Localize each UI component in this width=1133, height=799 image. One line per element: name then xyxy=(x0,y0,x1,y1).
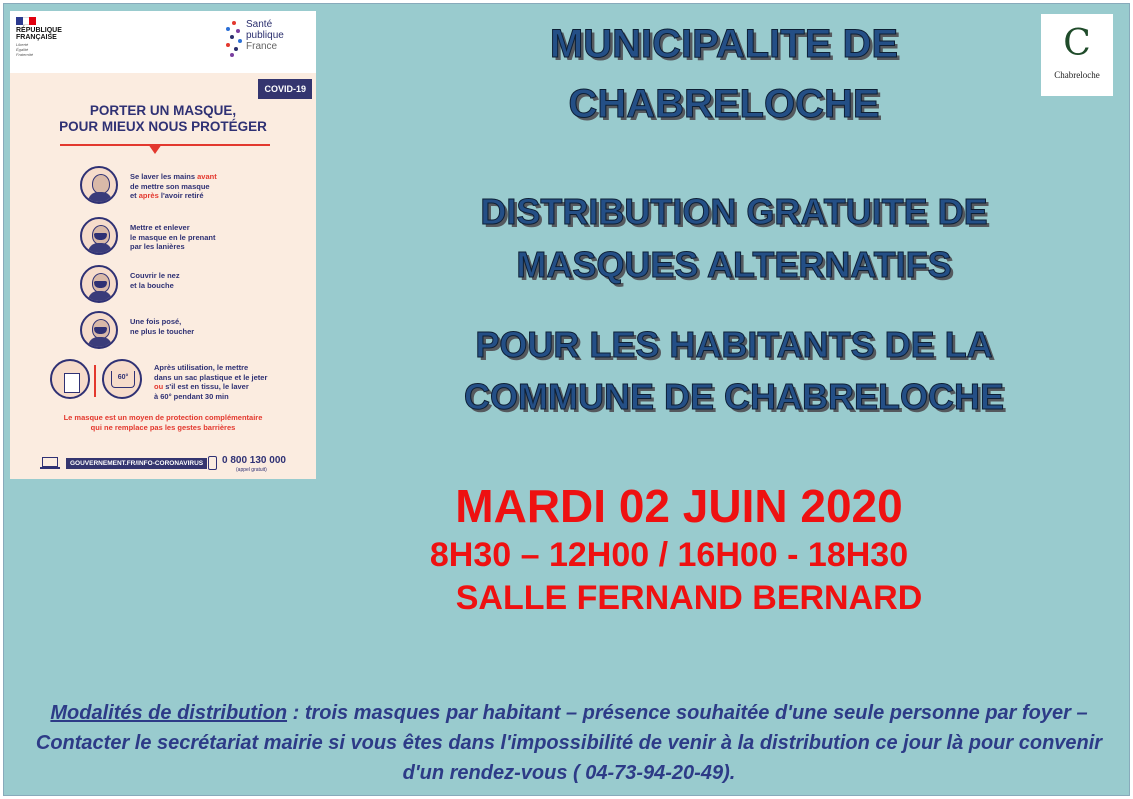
cover-face-icon xyxy=(80,265,118,303)
step-text: Se laver les mains avant de mettre son masque et après l'avoir retiré xyxy=(130,172,217,200)
mask-on-icon xyxy=(80,217,118,255)
distribution-title-line4: COMMUNE DE CHABRELOCHE xyxy=(464,376,1004,417)
website-link: GOUVERNEMENT.FR/INFO-CORONAVIRUS xyxy=(66,458,207,469)
laptop-icon xyxy=(40,457,60,469)
logo-name: Chabreloche xyxy=(1054,70,1100,80)
chabreloche-logo xyxy=(1041,14,1113,96)
agency-sub: France xyxy=(246,41,278,52)
event-date: MARDI 02 JUIN 2020 xyxy=(455,480,903,532)
bubble-underline xyxy=(60,144,270,146)
distribution-title-line1: DISTRIBUTION GRATUITE DE xyxy=(480,191,988,232)
covid-badge: COVID-19 xyxy=(258,79,312,99)
phone-icon xyxy=(208,456,217,470)
trash-bag-icon xyxy=(50,359,90,399)
municipality-title-line1: MUNICIPALITE DE xyxy=(549,22,899,66)
step-dispose-or-wash xyxy=(50,359,310,403)
step-text: Après utilisation, le mettre dans un sac plastique et le jeter ou s'il est en tissu, le laver à 60° pendant 30 min xyxy=(154,363,268,401)
sante-publique-label xyxy=(246,19,284,52)
french-flag-icon xyxy=(16,17,36,25)
no-touch-icon xyxy=(80,311,118,349)
event-place: SALLE FERNAND BERNARD xyxy=(455,579,923,617)
distribution-title-line2: MASQUES ALTERNATIFS xyxy=(516,244,952,285)
dots-icon xyxy=(224,19,244,59)
step-text: Couvrir le nez et la bouche xyxy=(130,271,180,290)
poster-header xyxy=(10,11,316,73)
phone-note: (appel gratuit) xyxy=(236,467,267,473)
distribution-terms xyxy=(24,698,1114,788)
washing-icon: 60° xyxy=(102,359,142,399)
separator xyxy=(94,365,96,397)
poster-footer xyxy=(40,453,310,473)
sante-publique-logo xyxy=(224,17,314,67)
logo-letter: C xyxy=(1063,23,1091,64)
republique-francaise-label: RÉPUBLIQUE FRANÇAISE xyxy=(16,27,62,41)
poster-title: PORTER UN MASQUE, POUR MIEUX NOUS PROTÉGER xyxy=(59,103,267,134)
flyer-page xyxy=(3,3,1130,796)
terms-text: : trois masques par habitant – présence souhaitée d'une seule personne par foyer – Contacter le secrétariat mairie si vous êtes dans l'impossibilité de venir à la distribution ce jour là pour convenir d'un rendez-vous ( 04-73-94-20-49). xyxy=(35,702,1103,784)
step-text: Une fois posé, ne plus le toucher xyxy=(130,317,195,336)
distribution-title-line3: POUR LES HABITANTS DE LA xyxy=(475,324,993,365)
covid-mask-poster xyxy=(10,11,316,479)
agency-name: Santé publique xyxy=(246,19,284,41)
event-hours: 8H30 – 12H00 / 16H00 - 18H30 xyxy=(429,536,909,574)
bubble-tip xyxy=(148,144,162,154)
hands-icon xyxy=(80,166,118,204)
step-text: Mettre et enlever le masque en le prenant par les lanières xyxy=(130,223,216,251)
phone-number: 0 800 130 000 xyxy=(222,455,286,466)
terms-label: Modalités de distribution xyxy=(50,702,288,724)
republic-motto: Liberté Égalité Fraternité xyxy=(16,42,34,57)
municipality-title-line2: CHABRELOCHE xyxy=(568,82,880,126)
poster-note: Le masque est un moyen de protection complémentaire qui ne remplace pas les gestes barrières xyxy=(63,413,263,432)
